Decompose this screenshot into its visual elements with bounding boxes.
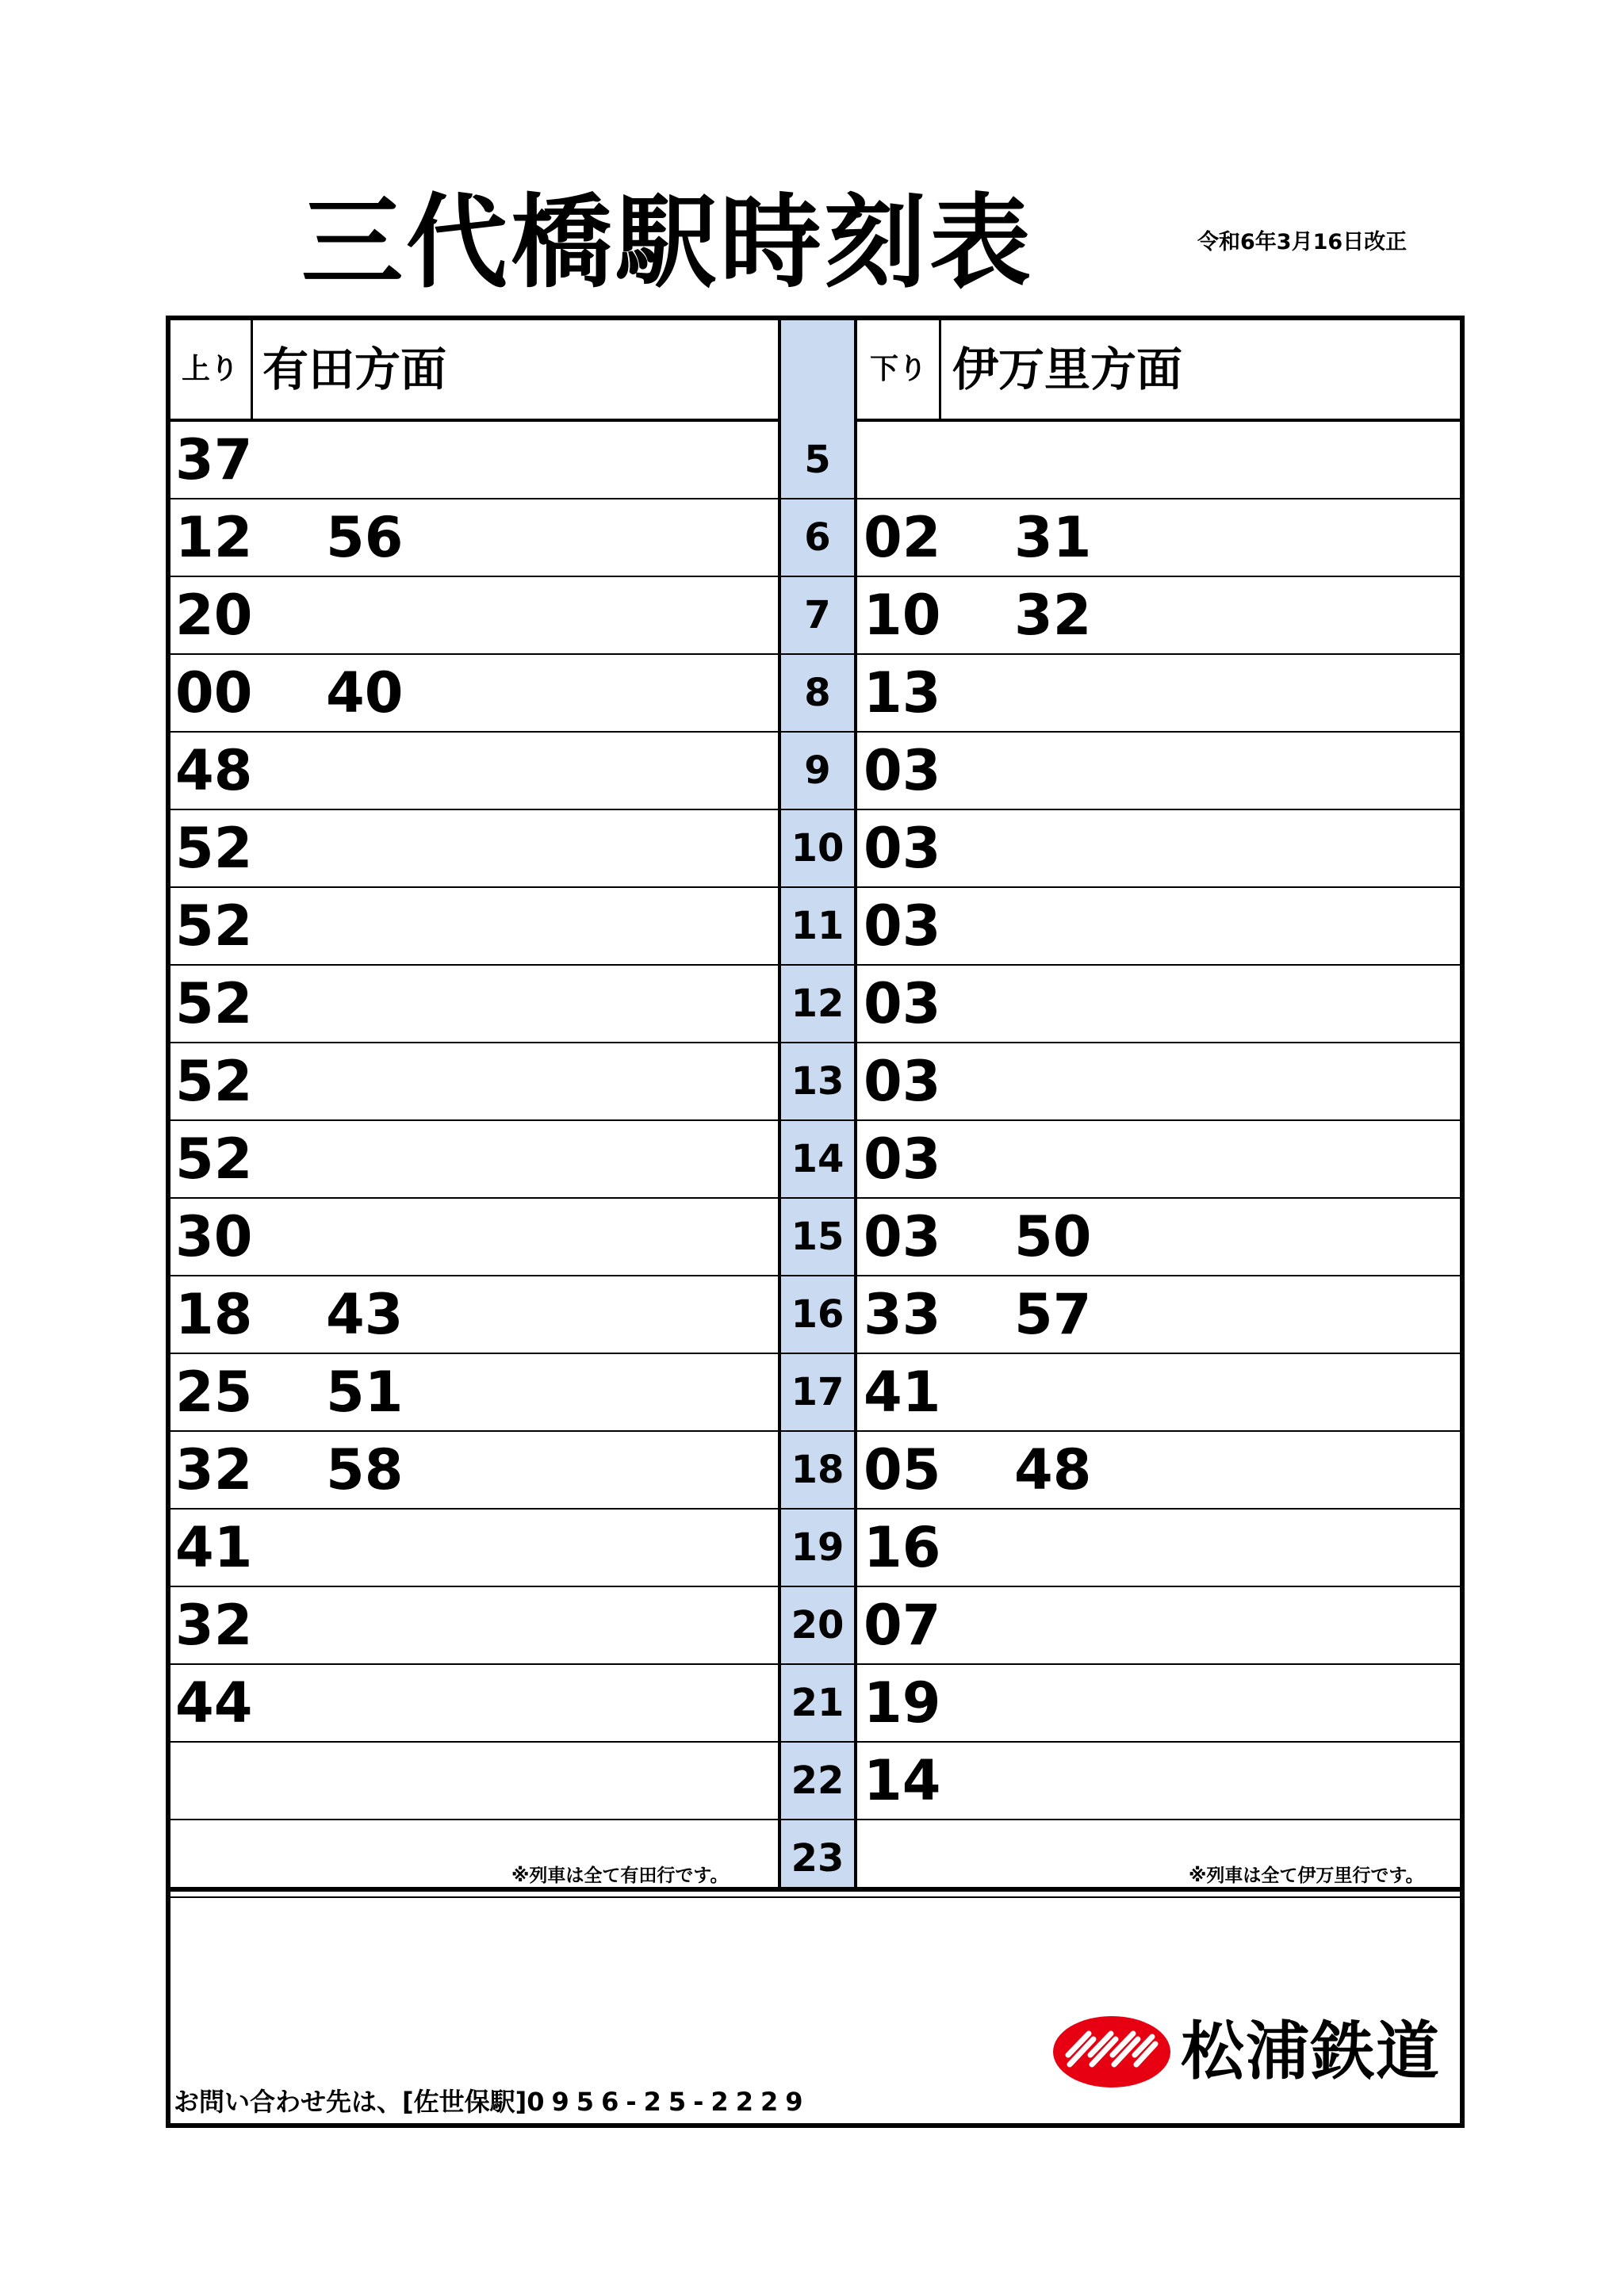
timetable-row [170,966,1460,1043]
timetable-row [170,1121,1460,1199]
hour-cell: 7 [804,593,831,637]
timetable-row [170,733,1460,810]
up-minutes [175,1199,770,1275]
departure-minute: 03 [864,971,941,1036]
hour-cell: 6 [804,515,831,560]
down-minutes [864,1354,1458,1430]
timetable-row [170,1432,1460,1510]
down-minutes [864,1199,1458,1275]
departure-minute: 19 [864,1670,941,1735]
departure-minute: 33 [864,1282,941,1347]
up-note: ※列車は全て有田行です。 [511,1866,729,1886]
hour-cell: 9 [804,748,831,793]
timetable-row [170,1510,1460,1587]
up-header-divider [251,320,253,419]
up-minutes [175,577,770,653]
hour-cell: 5 [804,438,831,482]
revision-date: 令和6年3月16日改正 [1197,230,1408,254]
departure-minute: 31 [1014,505,1092,570]
departure-minute: 32 [175,1593,253,1658]
down-minutes [864,1043,1458,1119]
hour-cell: 12 [791,982,845,1026]
timetable-row [170,1043,1460,1121]
departure-minute: 32 [175,1437,253,1502]
up-minutes [175,1276,770,1353]
timetable-row [170,499,1460,577]
departure-minute: 58 [326,1437,404,1502]
down-minutes [864,1510,1458,1586]
departure-minute: 56 [326,505,404,570]
departure-minute: 51 [326,1360,404,1425]
up-minutes [175,1354,770,1430]
timetable-row [170,1276,1460,1354]
timetable-row [170,1199,1460,1276]
hour-cell: 21 [791,1681,845,1725]
up-direction-tag: 上り [181,353,239,385]
hour-cell: 15 [791,1215,845,1259]
departure-minute: 05 [864,1437,941,1502]
down-minutes [864,1121,1458,1197]
departure-minute: 44 [175,1670,253,1735]
up-minutes [175,1665,770,1741]
hour-cell: 20 [791,1603,845,1647]
contact-info [174,2082,810,2118]
hour-cell: 17 [791,1370,845,1414]
hour-cell: 10 [791,826,845,871]
departure-minute: 57 [1014,1282,1092,1347]
railway-logo-icon [1052,2015,1171,2088]
departure-minute: 52 [175,894,253,959]
departure-minute: 50 [1014,1204,1092,1269]
timetable-row [170,422,1460,499]
timetable-row [170,1354,1460,1432]
up-minutes [175,1587,770,1663]
departure-minute: 16 [864,1515,941,1580]
departure-minute: 03 [864,1127,941,1192]
departure-minute: 12 [175,505,253,570]
up-minutes [175,422,770,498]
down-minutes [864,499,1458,576]
down-minutes [864,1743,1458,1819]
down-minutes [864,888,1458,964]
departure-minute: 41 [175,1515,253,1580]
hour-cell: 11 [791,904,845,948]
departure-minute: 03 [864,1049,941,1114]
hour-cell: 13 [791,1059,845,1104]
departure-minute: 48 [175,738,253,803]
contact-phone: 0956-25-2229 [527,2087,810,2117]
departure-minute: 14 [864,1748,941,1813]
down-header-divider [939,320,941,419]
departure-minute: 02 [864,505,941,570]
down-minutes [864,1665,1458,1741]
down-minutes [864,1587,1458,1663]
down-minutes [864,966,1458,1042]
hour-cell: 8 [804,671,831,715]
departure-minute: 03 [864,738,941,803]
down-minutes [864,733,1458,809]
departure-minute: 20 [175,583,253,648]
timetable-row [170,1587,1460,1665]
up-minutes [175,888,770,964]
timetable-row [170,1743,1460,1820]
hour-cell: 14 [791,1137,845,1181]
company-logo [1052,2012,1441,2091]
departure-minute: 03 [864,1204,941,1269]
up-minutes [175,733,770,809]
up-minutes [175,655,770,731]
timetable-board [166,316,1465,2128]
departure-minute: 48 [1014,1437,1092,1502]
up-minutes [175,966,770,1042]
departure-minute: 13 [864,660,941,725]
departure-minute: 10 [864,583,941,648]
timetable-row [170,655,1460,733]
up-minutes [175,1432,770,1508]
timetable-row [170,577,1460,655]
departure-minute: 41 [864,1360,941,1425]
departure-minute: 30 [175,1204,253,1269]
up-minutes [175,1743,770,1819]
timetable-row [170,810,1460,888]
departure-minute: 25 [175,1360,253,1425]
departure-minute: 52 [175,816,253,881]
timetable-row [170,888,1460,966]
departure-minute: 52 [175,971,253,1036]
page-title: 三代橋駅時刻表 [301,184,1035,302]
down-minutes [864,655,1458,731]
departure-minute: 00 [175,660,253,725]
timetable-row [170,1665,1460,1743]
down-minutes [864,422,1458,498]
contact-prefix: お問い合わせ先は、[佐世保駅] [174,2087,527,2117]
departure-minute: 37 [175,427,253,492]
hour-cell: 16 [791,1292,845,1337]
departure-minute: 32 [1014,583,1092,648]
hour-cell: 19 [791,1525,845,1570]
departure-minute: 07 [864,1593,941,1658]
down-minutes [864,577,1458,653]
departure-minute: 03 [864,894,941,959]
down-direction-tag: 下り [869,353,927,385]
down-destination: 伊万里方面 [952,342,1183,396]
down-minutes [864,810,1458,886]
up-minutes [175,1510,770,1586]
down-minutes [864,1432,1458,1508]
departure-minute: 18 [175,1282,253,1347]
down-minutes [864,1276,1458,1353]
departure-minute: 03 [864,816,941,881]
footer [170,1887,1460,2123]
up-destination: 有田方面 [262,342,447,396]
company-name: 松浦鉄道 [1181,2015,1441,2088]
hour-cell: 22 [791,1758,845,1803]
departure-minute: 43 [326,1282,404,1347]
departure-minute: 52 [175,1049,253,1114]
hour-cell: 23 [791,1836,845,1881]
departure-minute: 40 [326,660,404,725]
up-minutes [175,810,770,886]
up-minutes [175,1121,770,1197]
up-minutes [175,499,770,576]
down-note: ※列車は全て伊万里行です。 [1189,1866,1424,1886]
hour-cell: 18 [791,1448,845,1492]
departure-minute: 52 [175,1127,253,1192]
up-minutes [175,1043,770,1119]
